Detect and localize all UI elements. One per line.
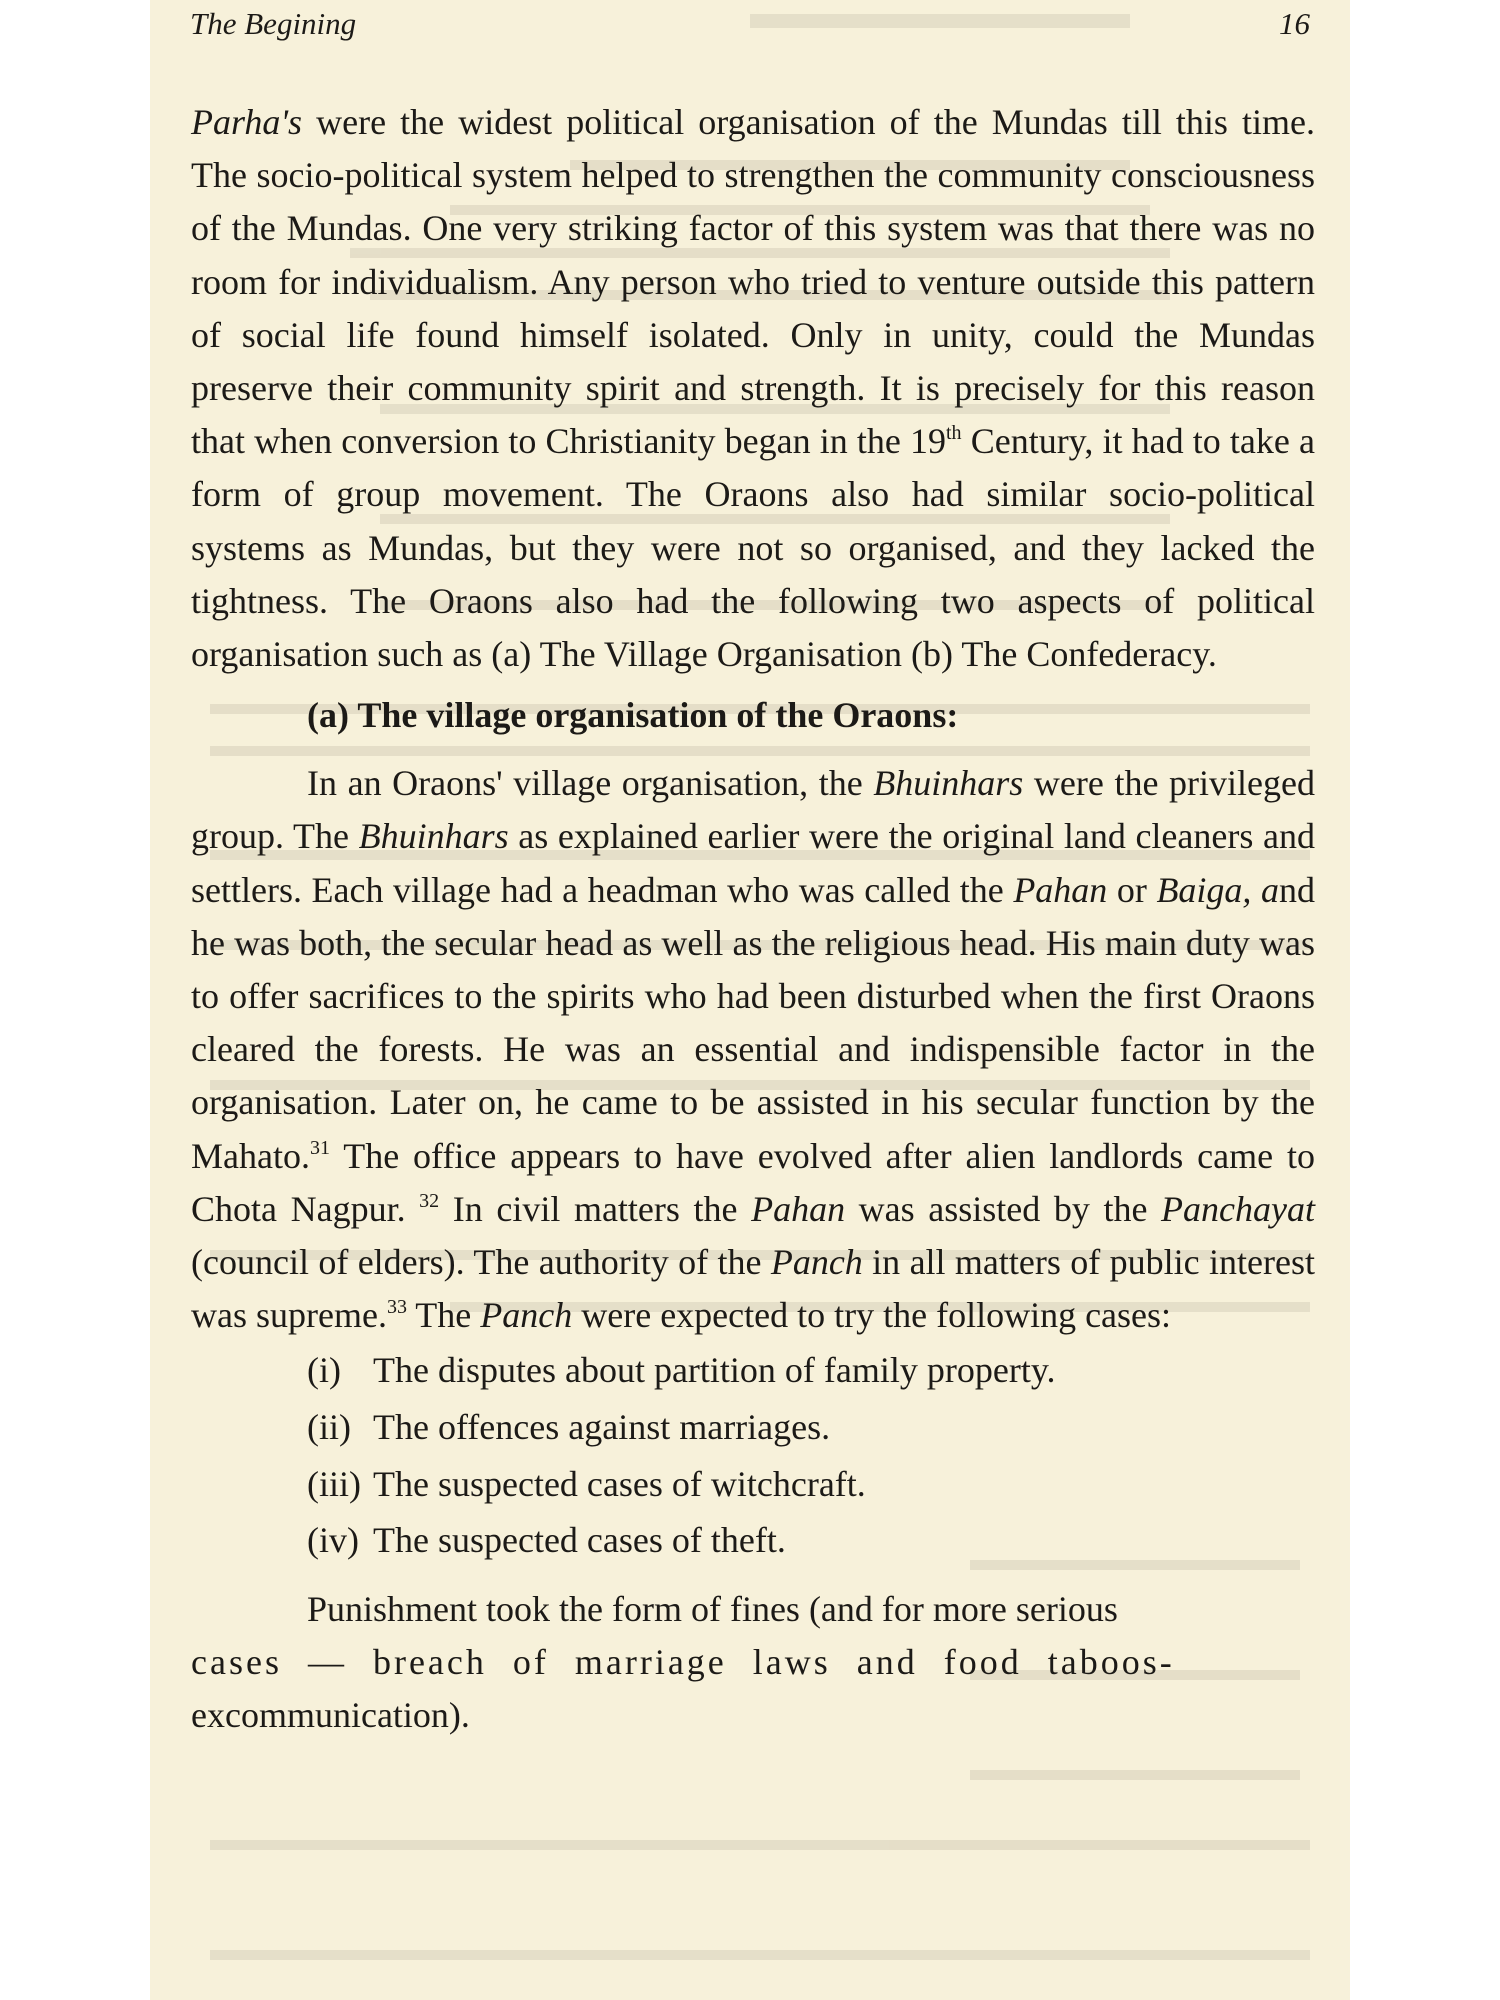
running-header <box>190 6 1310 46</box>
spacer <box>191 1569 1315 1583</box>
list-item <box>307 1456 1315 1513</box>
list-marker: (i) <box>307 1350 341 1391</box>
paragraph-text: in all matters of public interest was supreme. <box>191 1242 1315 1336</box>
list-item-text: The offences against marriages. <box>373 1407 831 1448</box>
list-marker: (iii) <box>307 1463 361 1504</box>
list-item <box>307 1512 1315 1569</box>
paragraph-text: were expected to try the following cases: <box>572 1295 1172 1336</box>
paragraph-line: cases — breach of marriage laws and food taboos- <box>191 1642 1175 1683</box>
paragraph-oraon-village <box>191 757 1315 1342</box>
footnote-ref: 33 <box>386 1296 407 1319</box>
paragraph-text: were the privileged group. The <box>191 763 1315 857</box>
list-item <box>307 1342 1315 1399</box>
paragraph-line: excommunication). <box>191 1695 470 1736</box>
italic-term: Panchayat <box>1161 1188 1315 1229</box>
paragraph-text: or <box>1107 869 1157 910</box>
paragraph-text: The office appears to have evolved after alien landlords came to Chota Nagpur. <box>191 1135 1315 1229</box>
list-item-text: The suspected cases of witchcraft. <box>373 1463 866 1504</box>
italic-term: Panch <box>480 1295 573 1336</box>
italic-term: Pahan <box>1013 869 1108 910</box>
paragraph-text: In an Oraons' village organisation, the <box>307 763 874 804</box>
italic-term: Bhuinhars <box>873 763 1024 804</box>
list-item-text: The suspected cases of theft. <box>373 1520 786 1561</box>
list-marker: (iv) <box>307 1520 359 1561</box>
footnote-ref: 31 <box>309 1136 330 1159</box>
running-title: The Begining <box>190 6 357 41</box>
paragraph-text: nd he was both, the secular head as well as the religious head. His main duty was to offer sacrifices to the spirits who had been disturbed when the first Oraons cleared the forests. He was an essential and indispensible factor in the organisation. Later on, he came to be assisted in his secular function by the Mahato. <box>191 869 1315 1176</box>
page-body <box>191 96 1315 1742</box>
italic-term: Baiga, a <box>1156 869 1279 910</box>
paragraph-text: In civil matters the <box>439 1188 752 1229</box>
list-marker: (ii) <box>307 1407 351 1448</box>
paragraph-text: The <box>406 1295 481 1336</box>
italic-term: Panch <box>770 1242 863 1283</box>
paragraph-text: (council of elders). The authority of the <box>191 1242 771 1283</box>
italic-term: Bhuinhars <box>358 816 509 857</box>
footnote-ref: 32 <box>419 1189 440 1212</box>
list-item <box>307 1399 1315 1456</box>
list-item-text: The disputes about partition of family property. <box>373 1350 1056 1391</box>
superscript: th <box>946 422 962 445</box>
case-list <box>191 1342 1315 1568</box>
paragraph-text: were the widest political organisation of the Mundas till this time. The socio-political system helped to strengthen the community consciousness of the Mundas. One very striking factor of this system was that there was no room for individualism. Any person who tried to venture outside this pattern of social life found himself isolated. Only in unity, could the Mundas preserve their community spirit and strength. It is precisely for this reason that when conversion to Christianity began in the 19 <box>191 102 1315 462</box>
italic-term: Parha's <box>191 102 303 142</box>
page-number: 16 <box>1279 6 1310 41</box>
italic-term: Pahan <box>751 1188 846 1229</box>
paragraph-parhas <box>191 96 1315 681</box>
section-heading-village-organisation: (a) The village organisation of the Oraons: <box>307 695 959 736</box>
paragraph-text: Century, it had to take a form of group movement. The Oraons also had similar socio-political systems as Mundas, but they were not so organised, and they lacked the tightness. The Oraons also had the following two aspects of political organisation such as (a) The Village Organisation (b) The Confederacy. <box>191 421 1315 675</box>
paragraph-text: was assisted by the <box>845 1188 1162 1229</box>
paragraph-text: as explained earlier were the original land cleaners and settlers. Each village had a headman who was called the <box>191 816 1315 910</box>
paragraph-line: Punishment took the form of fines (and for more serious <box>307 1588 1118 1629</box>
book-page <box>150 0 1350 2000</box>
paragraph-punishment <box>191 1583 1315 1743</box>
